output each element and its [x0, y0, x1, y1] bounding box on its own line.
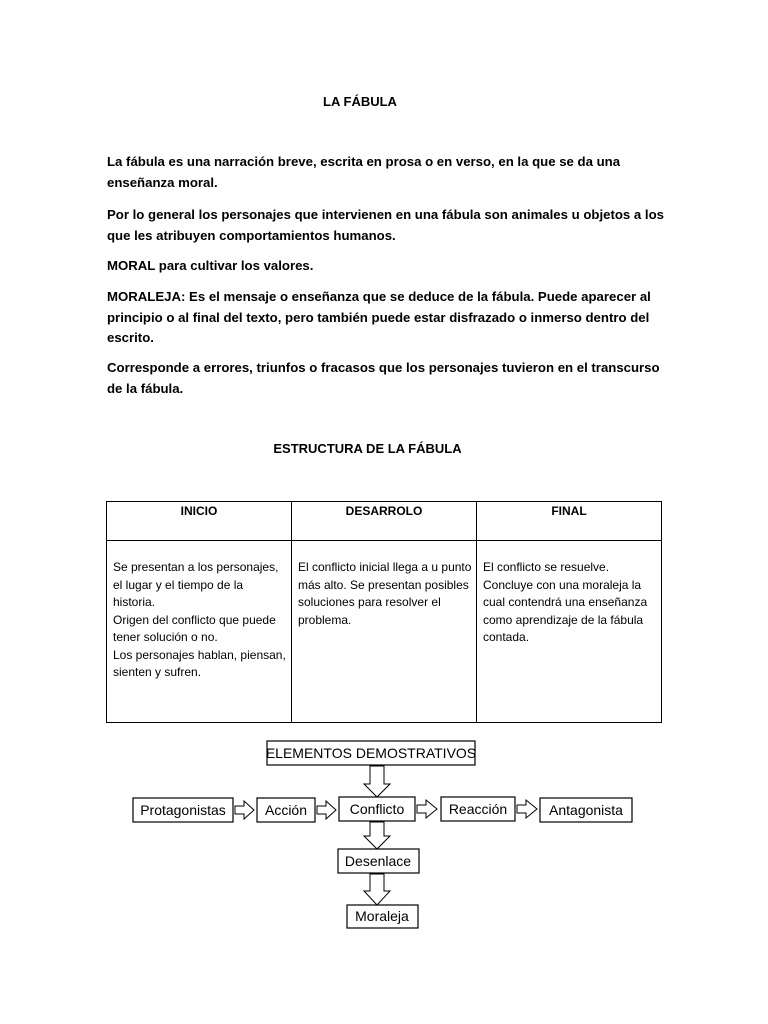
box-reaccion [441, 797, 515, 821]
box-antagonista [540, 798, 632, 822]
header-desarrollo: DESARROLO [292, 502, 477, 541]
label-protagonistas: Protagonistas [140, 802, 226, 818]
section-title: ESTRUCTURA DE LA FÁBULA [273, 441, 462, 456]
arrow-right-icon [517, 800, 537, 818]
label-elementos: ELEMENTOS DEMOSTRATIVOS [265, 745, 477, 761]
label-reaccion: Reacción [448, 801, 508, 817]
arrow-down-icon [364, 766, 390, 797]
box-desenlace [338, 849, 419, 873]
box-moraleja [347, 905, 418, 928]
paragraph-moraleja: MORALEJA: Es el mensaje o enseñanza que se deduce de la fábula. Puede aparecer al principio o al final del texto, pero también puede estar disfrazado o inmerso dentro del escrito. [107, 289, 651, 345]
box-conflicto [339, 797, 415, 821]
box-accion [257, 798, 315, 822]
label-desenlace: Desenlace [344, 853, 412, 869]
arrow-down-icon [364, 874, 390, 905]
label-antagonista: Antagonista [549, 802, 623, 818]
label-conflicto: Conflicto [349, 801, 405, 817]
cell-desarrollo: El conflicto inicial llega a u punto más alto. Se presentan posibles soluciones para resolver el problema. [292, 541, 477, 723]
box-protagonistas [133, 798, 233, 822]
arrow-right-icon [417, 800, 437, 818]
box-elementos [266, 741, 476, 765]
arrow-down-icon [364, 822, 390, 849]
paragraph-definition: La fábula es una narración breve, escrita en prosa o en verso, en la que se da una enseñanza moral. [107, 154, 621, 190]
page-title: LA FÁBULA [323, 94, 397, 109]
cell-final: El conflicto se resuelve. Concluye con una moraleja la cual contendrá una enseñanza como aprendizaje de la fábula contada. [477, 541, 662, 723]
paragraph-moral: MORAL para cultivar los valores. [107, 258, 314, 273]
header-final: FINAL [477, 502, 662, 541]
arrow-right-icon [317, 801, 336, 819]
arrow-right-icon [235, 801, 254, 819]
label-moraleja: Moraleja [355, 908, 409, 924]
cell-inicio: Se presentan a los personajes, el lugar y el tiempo de la historia. Origen del conflicto que puede tener solución o no. Los personajes hablan, piensan, sienten y sufren. [107, 541, 292, 723]
label-accion: Acción [264, 802, 308, 818]
paragraph-corresponde: Corresponde a errores, triunfos o fracasos que los personajes tuvieron en el transcurso de la fábula. [107, 360, 660, 396]
header-inicio: INICIO [107, 502, 292, 541]
paragraph-personajes: Por lo general los personajes que intervienen en una fábula son animales u objetos a los que les atribuyen comportamientos humanos. [107, 207, 664, 243]
